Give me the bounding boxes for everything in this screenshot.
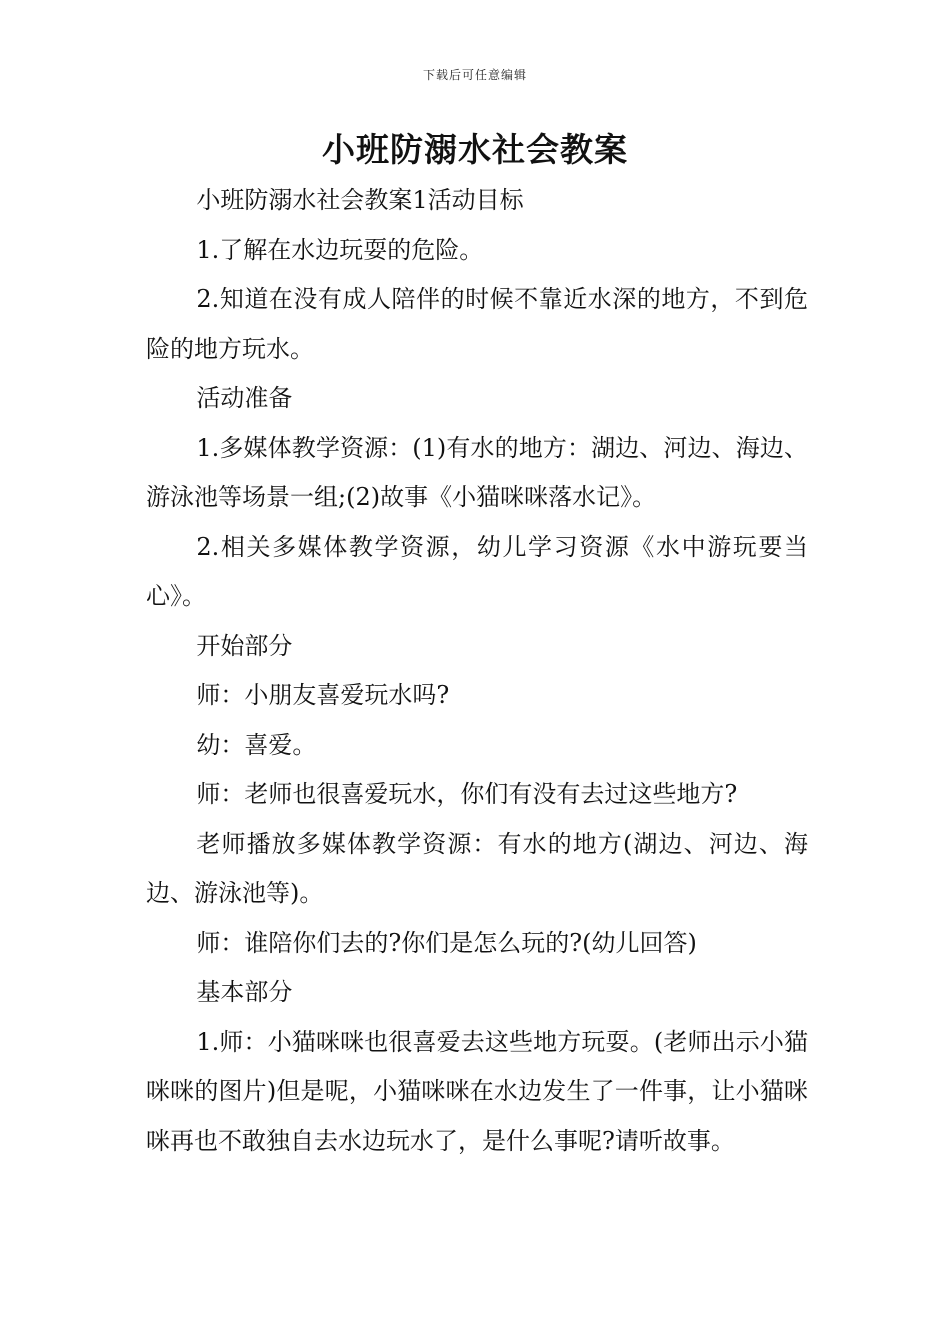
paragraph-dialogue-1: 师：小朋友喜爱玩水吗?: [196, 681, 450, 709]
paragraph-dialogue-3: 师：老师也很喜爱玩水，你们有没有去过这些地方?: [196, 780, 738, 808]
paragraph-goal-1: 1.了解在水边玩耍的危险。: [196, 235, 484, 264]
paragraph-section-heading: 小班防溺水社会教案1活动目标: [196, 186, 524, 214]
paragraph-dialogue-2: 幼：喜爱。: [196, 730, 317, 759]
paragraph-story-intro: 1.师：小猫咪咪也很喜爱去这些地方玩耍。(老师出示小猫咪咪的图片)但是呢，小猫咪咪在水边发生了一件事，让小猫咪咪再也不敢独自去水边玩水了，是什么事呢?请听故事。: [146, 1027, 808, 1155]
paragraph-media-play: 老师播放多媒体教学资源：有水的地方(湖边、河边、海边、游泳池等)。: [146, 829, 808, 907]
header-note: 下载后可任意编辑: [422, 68, 527, 82]
paragraph-start-heading: 开始部分: [196, 631, 293, 660]
document-title: 小班防溺水社会教案: [322, 130, 628, 169]
paragraph-main-heading: 基本部分: [196, 978, 293, 1006]
paragraph-preparation-2: 2.相关多媒体教学资源，幼儿学习资源《水中游玩要当心》。: [146, 532, 808, 610]
paragraph-preparation-1: 1.多媒体教学资源：(1)有水的地方：湖边、河边、海边、游泳池等场景一组;(2)故事《小猫咪咪落水记》。: [146, 433, 808, 511]
paragraph-preparation-heading: 活动准备: [196, 384, 293, 412]
paragraph-goal-2: 2.知道在没有成人陪伴的时候不靠近水深的地方，不到危险的地方玩水。: [146, 285, 808, 363]
paragraph-dialogue-4: 师：谁陪你们去的?你们是怎么玩的?(幼儿回答): [196, 928, 697, 957]
document-body: [146, 176, 808, 1166]
